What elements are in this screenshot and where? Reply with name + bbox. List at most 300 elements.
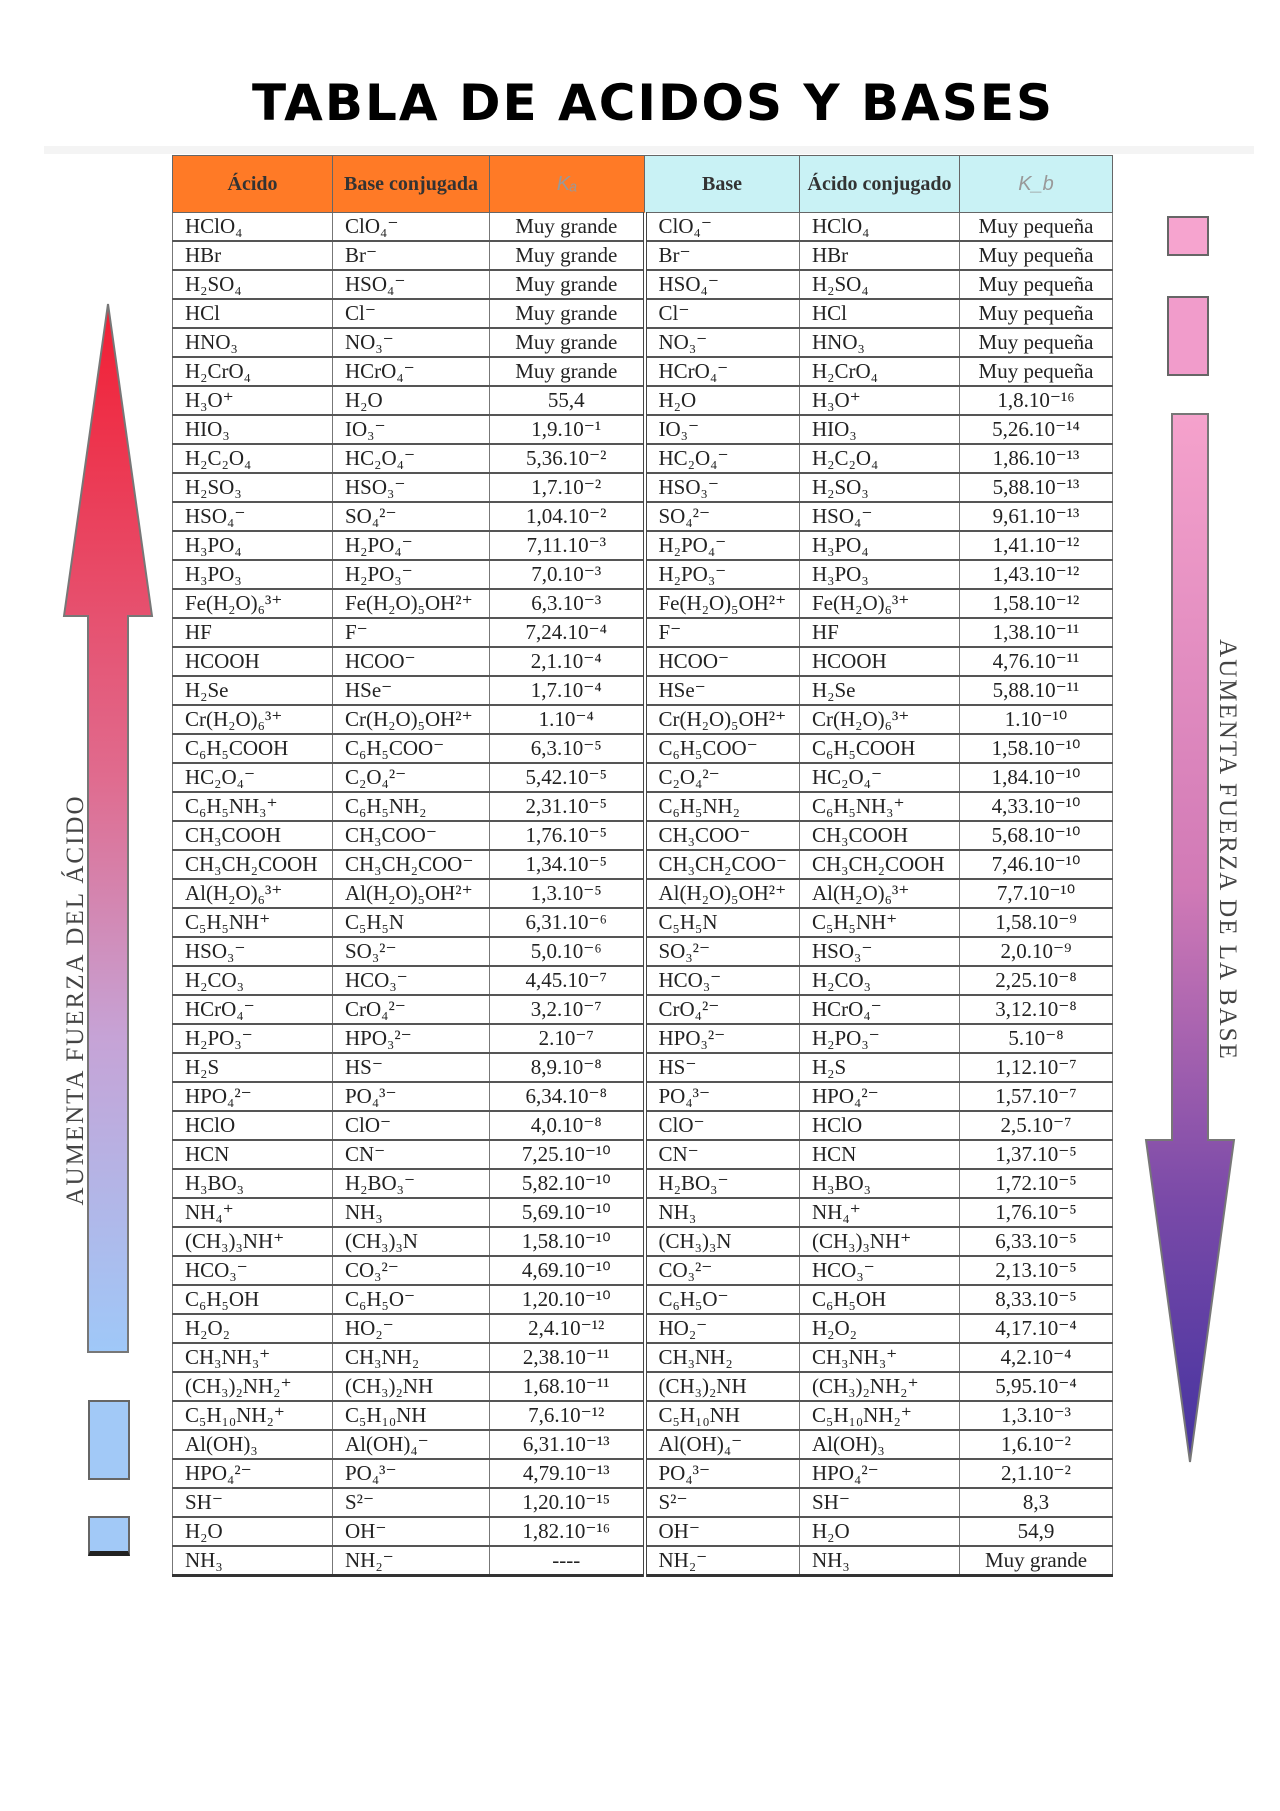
conjugate-base-cell: CN⁻ (333, 1140, 490, 1169)
conjugate-base-cell: CrO₄²⁻ (333, 995, 490, 1024)
ka-cell: 1,04.10⁻² (490, 502, 645, 531)
conjugate-acid-cell: H₂CO₃ (800, 966, 960, 995)
conjugate-acid-cell: H₃PO₃ (800, 560, 960, 589)
ka-cell: 1,82.10⁻¹⁶ (490, 1517, 645, 1546)
table-row (173, 1488, 1113, 1517)
conjugate-base-cell: SO₄²⁻ (333, 502, 490, 531)
conjugate-base-cell: PO₄³⁻ (333, 1082, 490, 1111)
kb-cell: 1,76.10⁻⁵ (960, 1198, 1113, 1227)
kb-cell: 1,72.10⁻⁵ (960, 1169, 1113, 1198)
kb-cell: 6,33.10⁻⁵ (960, 1227, 1113, 1256)
conjugate-base-cell: HPO₃²⁻ (333, 1024, 490, 1053)
ka-cell: 5,36.10⁻² (490, 444, 645, 473)
ka-cell: 1,76.10⁻⁵ (490, 821, 645, 850)
acid-cell: SH⁻ (173, 1488, 333, 1517)
acid-cell: HClO (173, 1111, 333, 1140)
ka-cell: 7,11.10⁻³ (490, 531, 645, 560)
table-row (173, 792, 1113, 821)
table-row (173, 415, 1113, 444)
kb-cell: 5,68.10⁻¹⁰ (960, 821, 1113, 850)
conjugate-acid-cell: H₂S (800, 1053, 960, 1082)
kb-cell: Muy pequeña (960, 357, 1113, 386)
conjugate-base-cell: HCOO⁻ (333, 647, 490, 676)
conjugate-acid-cell: (CH₃)₃NH⁺ (800, 1227, 960, 1256)
base-cell: F⁻ (645, 618, 800, 647)
conjugate-acid-cell: HF (800, 618, 960, 647)
base-cell: IO₃⁻ (645, 415, 800, 444)
ka-cell: Muy grande (490, 241, 645, 270)
ka-cell: 1,3.10⁻⁵ (490, 879, 645, 908)
table-row (173, 357, 1113, 386)
acid-cell: (CH₃)₃NH⁺ (173, 1227, 333, 1256)
conjugate-acid-cell: NH₃ (800, 1546, 960, 1576)
ka-cell: 6,34.10⁻⁸ (490, 1082, 645, 1111)
conjugate-acid-cell: HCN (800, 1140, 960, 1169)
kb-cell: 4,2.10⁻⁴ (960, 1343, 1113, 1372)
acid-cell: NH₃ (173, 1546, 333, 1576)
acid-cell: HNO₃ (173, 328, 333, 357)
conjugate-acid-cell: H₃PO₄ (800, 531, 960, 560)
kb-cell: 1,38.10⁻¹¹ (960, 618, 1113, 647)
kb-cell: 1,6.10⁻² (960, 1430, 1113, 1459)
conjugate-base-cell: IO₃⁻ (333, 415, 490, 444)
conjugate-acid-cell: HSO₃⁻ (800, 937, 960, 966)
table-row (173, 328, 1113, 357)
kb-cell: 1,58.10⁻¹⁰ (960, 734, 1113, 763)
table-row (173, 1082, 1113, 1111)
ka-cell: 8,9.10⁻⁸ (490, 1053, 645, 1082)
table-row (173, 705, 1113, 734)
base-cell: CN⁻ (645, 1140, 800, 1169)
conjugate-acid-cell: H₂SO₄ (800, 270, 960, 299)
base-cell: Al(OH)₄⁻ (645, 1430, 800, 1459)
base-cell: Cl⁻ (645, 299, 800, 328)
table-row (173, 1343, 1113, 1372)
base-cell: HC₂O₄⁻ (645, 444, 800, 473)
blue-swatch-lower (88, 1516, 130, 1556)
header-base: Base (645, 156, 800, 213)
table-row (173, 1459, 1113, 1488)
conjugate-acid-cell: HBr (800, 241, 960, 270)
acid-cell: H₃O⁺ (173, 386, 333, 415)
conjugate-base-cell: F⁻ (333, 618, 490, 647)
acid-cell: (CH₃)₂NH₂⁺ (173, 1372, 333, 1401)
kb-cell: 4,33.10⁻¹⁰ (960, 792, 1113, 821)
table-row (173, 734, 1113, 763)
base-cell: PO₄³⁻ (645, 1459, 800, 1488)
conjugate-acid-cell: HCO₃⁻ (800, 1256, 960, 1285)
table-row (173, 1024, 1113, 1053)
table-row (173, 1111, 1113, 1140)
conjugate-acid-cell: C₆H₅COOH (800, 734, 960, 763)
kb-cell: 5.10⁻⁸ (960, 1024, 1113, 1053)
acid-cell: H₂S (173, 1053, 333, 1082)
conjugate-acid-cell: CH₃COOH (800, 821, 960, 850)
kb-cell: 4,17.10⁻⁴ (960, 1314, 1113, 1343)
kb-cell: Muy grande (960, 1546, 1113, 1576)
base-cell: CH₃COO⁻ (645, 821, 800, 850)
acid-cell: HCrO₄⁻ (173, 995, 333, 1024)
ka-cell: 4,79.10⁻¹³ (490, 1459, 645, 1488)
conjugate-base-cell: H₂PO₃⁻ (333, 560, 490, 589)
conjugate-base-cell: HCO₃⁻ (333, 966, 490, 995)
kb-cell: 1,3.10⁻³ (960, 1401, 1113, 1430)
ka-cell: 1,9.10⁻¹ (490, 415, 645, 444)
conjugate-acid-cell: HPO₄²⁻ (800, 1459, 960, 1488)
base-cell: CrO₄²⁻ (645, 995, 800, 1024)
acid-cell: HBr (173, 241, 333, 270)
conjugate-base-cell: ClO₄⁻ (333, 213, 490, 242)
table-row (173, 1227, 1113, 1256)
base-cell: CO₃²⁻ (645, 1256, 800, 1285)
kb-cell: Muy pequeña (960, 241, 1113, 270)
base-cell: NH₃ (645, 1198, 800, 1227)
kb-cell: 1,58.10⁻⁹ (960, 908, 1113, 937)
conjugate-acid-cell: C₆H₅OH (800, 1285, 960, 1314)
table-row (173, 1053, 1113, 1082)
ka-cell: 1,20.10⁻¹⁵ (490, 1488, 645, 1517)
acid-cell: HIO₃ (173, 415, 333, 444)
kb-cell: Muy pequeña (960, 213, 1113, 242)
conjugate-base-cell: Al(OH)₄⁻ (333, 1430, 490, 1459)
table-row (173, 1546, 1113, 1576)
conjugate-acid-cell: H₂PO₃⁻ (800, 1024, 960, 1053)
conjugate-acid-cell: HIO₃ (800, 415, 960, 444)
base-cell: S²⁻ (645, 1488, 800, 1517)
ka-cell: ---- (490, 1546, 645, 1576)
acid-cell: CH₃NH₃⁺ (173, 1343, 333, 1372)
kb-cell: 1,58.10⁻¹² (960, 589, 1113, 618)
conjugate-base-cell: HSe⁻ (333, 676, 490, 705)
conjugate-acid-cell: H₂CrO₄ (800, 357, 960, 386)
kb-cell: 1,8.10⁻¹⁶ (960, 386, 1113, 415)
base-cell: NO₃⁻ (645, 328, 800, 357)
conjugate-acid-cell: HCrO₄⁻ (800, 995, 960, 1024)
base-cell: HO₂⁻ (645, 1314, 800, 1343)
kb-cell: 9,61.10⁻¹³ (960, 502, 1113, 531)
conjugate-base-cell: Fe(H₂O)₅OH²⁺ (333, 589, 490, 618)
ka-cell: 5,69.10⁻¹⁰ (490, 1198, 645, 1227)
conjugate-base-cell: Cl⁻ (333, 299, 490, 328)
base-cell: SO₃²⁻ (645, 937, 800, 966)
kb-cell: 2,0.10⁻⁹ (960, 937, 1113, 966)
acid-cell: H₃PO₃ (173, 560, 333, 589)
conjugate-acid-cell: C₅H₅NH⁺ (800, 908, 960, 937)
table-row (173, 1401, 1113, 1430)
base-cell: C₅H₅N (645, 908, 800, 937)
base-cell: HS⁻ (645, 1053, 800, 1082)
ka-cell: 2,4.10⁻¹² (490, 1314, 645, 1343)
acid-cell: NH₄⁺ (173, 1198, 333, 1227)
base-cell: ClO⁻ (645, 1111, 800, 1140)
acid-cell: C₅H₅NH⁺ (173, 908, 333, 937)
conjugate-acid-cell: SH⁻ (800, 1488, 960, 1517)
ka-cell: 5,42.10⁻⁵ (490, 763, 645, 792)
conjugate-base-cell: HO₂⁻ (333, 1314, 490, 1343)
conjugate-acid-cell: H₂O₂ (800, 1314, 960, 1343)
acid-cell: H₂O₂ (173, 1314, 333, 1343)
kb-cell: 1,57.10⁻⁷ (960, 1082, 1113, 1111)
table-row (173, 937, 1113, 966)
conjugate-base-cell: H₂BO₃⁻ (333, 1169, 490, 1198)
acid-cell: HF (173, 618, 333, 647)
table-row (173, 879, 1113, 908)
header-acid: Ácido (173, 156, 333, 213)
conjugate-base-cell: CO₃²⁻ (333, 1256, 490, 1285)
acid-cell: HCO₃⁻ (173, 1256, 333, 1285)
base-strength-label: AUMENTA FUERZA DE LA BASE (1214, 639, 1241, 1061)
table-row (173, 647, 1113, 676)
kb-cell: 1,12.10⁻⁷ (960, 1053, 1113, 1082)
kb-cell: 2,1.10⁻² (960, 1459, 1113, 1488)
pink-swatch-middle (1167, 296, 1209, 376)
conjugate-acid-cell: C₅H₁₀NH₂⁺ (800, 1401, 960, 1430)
header-ka: Kₐ (490, 156, 645, 213)
conjugate-base-cell: HSO₄⁻ (333, 270, 490, 299)
acid-cell: HCl (173, 299, 333, 328)
conjugate-acid-cell: HClO₄ (800, 213, 960, 242)
base-cell: SO₄²⁻ (645, 502, 800, 531)
kb-cell: 5,95.10⁻⁴ (960, 1372, 1113, 1401)
kb-cell: 1,41.10⁻¹² (960, 531, 1113, 560)
conjugate-base-cell: C₅H₁₀NH (333, 1401, 490, 1430)
base-cell: Br⁻ (645, 241, 800, 270)
kb-cell: 1.10⁻¹⁰ (960, 705, 1113, 734)
ka-cell: 1,34.10⁻⁵ (490, 850, 645, 879)
acid-cell: H₂O (173, 1517, 333, 1546)
header-conjugate-base: Base conjugada (333, 156, 490, 213)
table-row (173, 676, 1113, 705)
acid-cell: H₂SO₄ (173, 270, 333, 299)
table-row (173, 444, 1113, 473)
table-row (173, 850, 1113, 879)
base-cell: C₆H₅NH₂ (645, 792, 800, 821)
acid-cell: HClO₄ (173, 213, 333, 242)
kb-cell: 4,76.10⁻¹¹ (960, 647, 1113, 676)
ka-cell: 2,38.10⁻¹¹ (490, 1343, 645, 1372)
conjugate-acid-cell: HNO₃ (800, 328, 960, 357)
table-row (173, 1140, 1113, 1169)
acid-cell: Al(H₂O)₆³⁺ (173, 879, 333, 908)
table-row (173, 241, 1113, 270)
base-cell: C₆H₅O⁻ (645, 1285, 800, 1314)
acid-cell: H₃BO₃ (173, 1169, 333, 1198)
base-cell: Al(H₂O)₅OH²⁺ (645, 879, 800, 908)
conjugate-acid-cell: (CH₃)₂NH₂⁺ (800, 1372, 960, 1401)
ka-cell: 5,82.10⁻¹⁰ (490, 1169, 645, 1198)
conjugate-base-cell: S²⁻ (333, 1488, 490, 1517)
base-cell: C₅H₁₀NH (645, 1401, 800, 1430)
ka-cell: 2,1.10⁻⁴ (490, 647, 645, 676)
kb-cell: 1,84.10⁻¹⁰ (960, 763, 1113, 792)
table-row (173, 213, 1113, 242)
ka-cell: 4,69.10⁻¹⁰ (490, 1256, 645, 1285)
base-cell: NH₂⁻ (645, 1546, 800, 1576)
acid-cell: H₂CO₃ (173, 966, 333, 995)
conjugate-base-cell: SO₃²⁻ (333, 937, 490, 966)
base-cell: H₂BO₃⁻ (645, 1169, 800, 1198)
table-row (173, 908, 1113, 937)
conjugate-base-cell: CH₃NH₂ (333, 1343, 490, 1372)
ka-cell: 1,20.10⁻¹⁰ (490, 1285, 645, 1314)
base-cell: H₂PO₃⁻ (645, 560, 800, 589)
table-row (173, 1285, 1113, 1314)
ka-cell: Muy grande (490, 270, 645, 299)
ka-cell: 3,2.10⁻⁷ (490, 995, 645, 1024)
ka-cell: 6,3.10⁻⁵ (490, 734, 645, 763)
ka-cell: 7,6.10⁻¹² (490, 1401, 645, 1430)
table-row (173, 531, 1113, 560)
acid-cell: H₃PO₄ (173, 531, 333, 560)
kb-cell: 1,37.10⁻⁵ (960, 1140, 1113, 1169)
base-cell: CH₃NH₂ (645, 1343, 800, 1372)
acid-cell: C₆H₅COOH (173, 734, 333, 763)
table-row (173, 1517, 1113, 1546)
conjugate-base-cell: H₂O (333, 386, 490, 415)
base-cell: (CH₃)₃N (645, 1227, 800, 1256)
conjugate-acid-cell: Al(OH)₃ (800, 1430, 960, 1459)
kb-cell: 2,5.10⁻⁷ (960, 1111, 1113, 1140)
acid-cell: H₂SO₃ (173, 473, 333, 502)
conjugate-base-cell: C₅H₅N (333, 908, 490, 937)
kb-cell: 3,12.10⁻⁸ (960, 995, 1113, 1024)
conjugate-acid-cell: Cr(H₂O)₆³⁺ (800, 705, 960, 734)
ka-cell: 1,68.10⁻¹¹ (490, 1372, 645, 1401)
acid-cell: C₅H₁₀NH₂⁺ (173, 1401, 333, 1430)
ka-cell: Muy grande (490, 357, 645, 386)
conjugate-base-cell: PO₄³⁻ (333, 1459, 490, 1488)
acid-cell: C₆H₅OH (173, 1285, 333, 1314)
conjugate-base-cell: (CH₃)₂NH (333, 1372, 490, 1401)
kb-cell: Muy pequeña (960, 328, 1113, 357)
acid-cell: HC₂O₄⁻ (173, 763, 333, 792)
base-cell: HSe⁻ (645, 676, 800, 705)
conjugate-acid-cell: C₆H₅NH₃⁺ (800, 792, 960, 821)
conjugate-base-cell: C₆H₅COO⁻ (333, 734, 490, 763)
table-row (173, 1169, 1113, 1198)
acid-cell: HSO₃⁻ (173, 937, 333, 966)
conjugate-base-cell: HSO₃⁻ (333, 473, 490, 502)
kb-cell: 7,7.10⁻¹⁰ (960, 879, 1113, 908)
table-row (173, 560, 1113, 589)
conjugate-base-cell: C₂O₄²⁻ (333, 763, 490, 792)
acid-cell: HPO₄²⁻ (173, 1459, 333, 1488)
conjugate-base-cell: Br⁻ (333, 241, 490, 270)
kb-cell: 5,88.10⁻¹³ (960, 473, 1113, 502)
ka-cell: 2.10⁻⁷ (490, 1024, 645, 1053)
conjugate-acid-cell: HSO₄⁻ (800, 502, 960, 531)
table-row (173, 473, 1113, 502)
kb-cell: 1,86.10⁻¹³ (960, 444, 1113, 473)
ka-cell: Muy grande (490, 299, 645, 328)
conjugate-acid-cell: H₂Se (800, 676, 960, 705)
acid-cell: H₂Se (173, 676, 333, 705)
base-cell: HPO₃²⁻ (645, 1024, 800, 1053)
header-kb: K_b (960, 156, 1113, 213)
acid-cell: C₆H₅NH₃⁺ (173, 792, 333, 821)
table-row (173, 966, 1113, 995)
conjugate-base-cell: OH⁻ (333, 1517, 490, 1546)
conjugate-base-cell: (CH₃)₃N (333, 1227, 490, 1256)
base-cell: H₂PO₄⁻ (645, 531, 800, 560)
ka-cell: 2,31.10⁻⁵ (490, 792, 645, 821)
base-cell: C₂O₄²⁻ (645, 763, 800, 792)
ka-cell: Muy grande (490, 213, 645, 242)
conjugate-acid-cell: Fe(H₂O)₆³⁺ (800, 589, 960, 618)
acid-cell: HCOOH (173, 647, 333, 676)
table-row (173, 270, 1113, 299)
ka-cell: 6,31.10⁻⁶ (490, 908, 645, 937)
conjugate-base-cell: CH₃CH₂COO⁻ (333, 850, 490, 879)
conjugate-acid-cell: H₃O⁺ (800, 386, 960, 415)
ka-cell: 5,0.10⁻⁶ (490, 937, 645, 966)
conjugate-base-cell: HC₂O₄⁻ (333, 444, 490, 473)
table-row (173, 1430, 1113, 1459)
kb-cell: 8,3 (960, 1488, 1113, 1517)
kb-cell: 1,43.10⁻¹² (960, 560, 1113, 589)
conjugate-acid-cell: H₃BO₃ (800, 1169, 960, 1198)
conjugate-acid-cell: CH₃NH₃⁺ (800, 1343, 960, 1372)
conjugate-base-cell: HS⁻ (333, 1053, 490, 1082)
conjugate-acid-cell: HC₂O₄⁻ (800, 763, 960, 792)
base-cell: H₂O (645, 386, 800, 415)
base-cell: (CH₃)₂NH (645, 1372, 800, 1401)
ka-cell: 1,7.10⁻⁴ (490, 676, 645, 705)
table-row (173, 821, 1113, 850)
conjugate-base-cell: ClO⁻ (333, 1111, 490, 1140)
conjugate-acid-cell: HCOOH (800, 647, 960, 676)
ka-cell: 7,24.10⁻⁴ (490, 618, 645, 647)
base-cell: HSO₄⁻ (645, 270, 800, 299)
acid-cell: Fe(H₂O)₆³⁺ (173, 589, 333, 618)
conjugate-acid-cell: HClO (800, 1111, 960, 1140)
conjugate-base-cell: NH₃ (333, 1198, 490, 1227)
conjugate-base-cell: Cr(H₂O)₅OH²⁺ (333, 705, 490, 734)
conjugate-base-cell: C₆H₅NH₂ (333, 792, 490, 821)
acid-strength-label: AUMENTA FUERZA DEL ÁCIDO (62, 794, 89, 1206)
acid-cell: H₂C₂O₄ (173, 444, 333, 473)
base-cell: Fe(H₂O)₅OH²⁺ (645, 589, 800, 618)
table-row (173, 995, 1113, 1024)
table-row (173, 502, 1113, 531)
conjugate-acid-cell: CH₃CH₂COOH (800, 850, 960, 879)
conjugate-acid-cell: NH₄⁺ (800, 1198, 960, 1227)
ka-cell: 6,31.10⁻¹³ (490, 1430, 645, 1459)
base-cell: HCO₃⁻ (645, 966, 800, 995)
table-row (173, 1256, 1113, 1285)
ka-cell: 6,3.10⁻³ (490, 589, 645, 618)
table-row (173, 386, 1113, 415)
conjugate-base-cell: Al(H₂O)₅OH²⁺ (333, 879, 490, 908)
table-row (173, 1198, 1113, 1227)
base-cell: HCOO⁻ (645, 647, 800, 676)
kb-cell: 54,9 (960, 1517, 1113, 1546)
acid-cell: HSO₄⁻ (173, 502, 333, 531)
base-cell: CH₃CH₂COO⁻ (645, 850, 800, 879)
kb-cell: 2,25.10⁻⁸ (960, 966, 1113, 995)
ka-cell: Muy grande (490, 328, 645, 357)
conjugate-acid-cell: HCl (800, 299, 960, 328)
conjugate-base-cell: H₂PO₄⁻ (333, 531, 490, 560)
page-title: TABLA DE ACIDOS Y BASES (251, 74, 1055, 132)
table-row (173, 1372, 1113, 1401)
conjugate-base-cell: HCrO₄⁻ (333, 357, 490, 386)
acid-cell: H₂PO₃⁻ (173, 1024, 333, 1053)
pink-swatch-top (1167, 216, 1209, 256)
base-cell: HCrO₄⁻ (645, 357, 800, 386)
base-cell: HSO₃⁻ (645, 473, 800, 502)
table-row (173, 589, 1113, 618)
